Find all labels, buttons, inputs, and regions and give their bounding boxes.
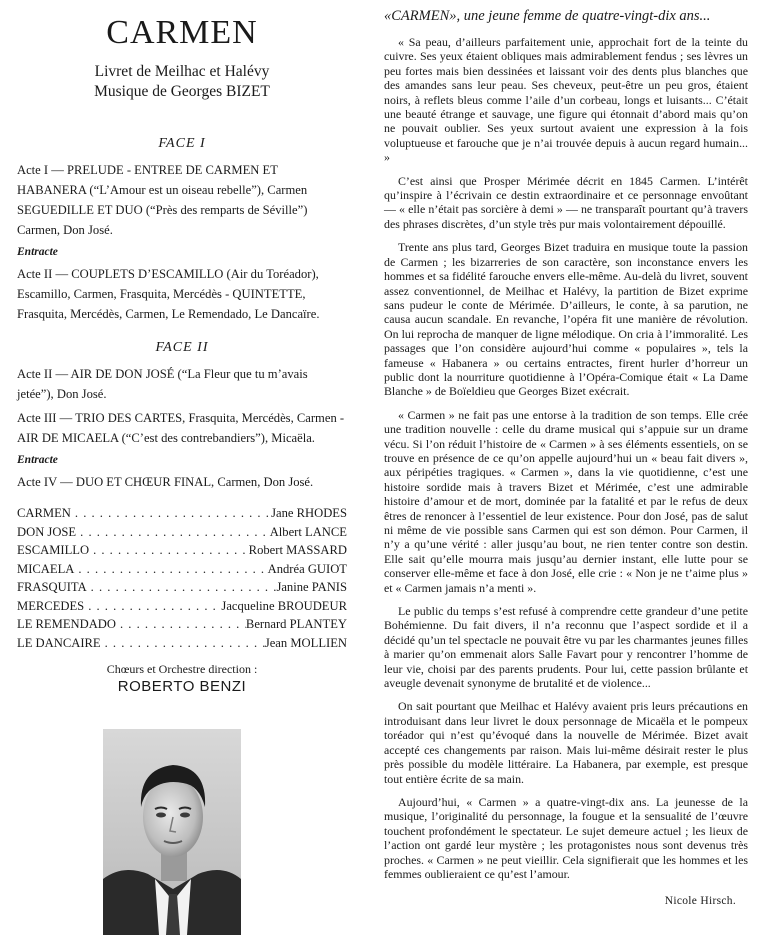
left-column [17, 6, 347, 695]
track-list-item: Acte II — COUPLETS D’ESCAMILLO (Air du Toréador), Escamillo, Carmen, Frasquita, Mercédès - QUINTETTE, Frasquita, Mercédès, Carmen, Le Remendado, Le Dancaïre. [17, 267, 320, 321]
article-paragraph: Aujourd’hui, « Carmen » a quatre-vingt-dix ans. La jeunesse de la musique, l’originalité du personnage, la fougue et la sensualité de l’œuvre touchent profondément le spectateur. Le sujet demeure actuel ; les lieux de l’action ont gardé leur mystère ; les protagonistes nous sont devenus très proches. « Carmen » ne peut vieillir. Cela signifierait que les hommes et les femmes oublieraient ce qu’est l’amour. [384, 794, 748, 881]
cast-actor: Jane RHODES [271, 506, 347, 520]
cast-role: LE REMENDADO [17, 617, 116, 631]
cast-row [17, 615, 347, 634]
orchestra-credit: Chœurs et Orchestre direction : [106, 662, 258, 676]
entracte-label: Entracte [17, 454, 58, 466]
cast-row [17, 597, 347, 616]
cast-row [17, 560, 347, 579]
leader-dots [87, 578, 277, 597]
leader-dots [89, 541, 249, 560]
cast-role: FRASQUITA [17, 580, 87, 594]
cast-role: LE DANCAIRE [17, 635, 101, 650]
entracte-label: Entracte [17, 246, 58, 258]
librettists-line: Livret de Meilhac et Halévy [94, 63, 270, 80]
leader-dots [116, 615, 246, 634]
cast-role: ESCAMILLO [17, 543, 90, 557]
author-signature: Nicole Hirsch. [664, 895, 736, 908]
track-list-item: Acte III — TRIO DES CARTES, Frasquita, Mercédès, Carmen - AIR DE MICAELA (“C’est des contrebandiers”), Micaëla. [17, 411, 345, 445]
cast-actor: Janine PANIS [276, 580, 347, 594]
page-title: CARMEN [106, 14, 258, 51]
cast-actor: Robert MASSARD [248, 543, 347, 557]
face-2-heading: FACE II [155, 340, 209, 355]
track-list-item: Acte II — AIR DE DON JOSÉ (“La Fleur que tu m’avais jetée”), Don José. [17, 367, 308, 401]
cast-actor: Bernard PLANTEY [245, 617, 347, 631]
track-list-item: Acte I — PRELUDE - ENTREE DE CARMEN ET HABANERA (“L’Amour est un oiseau rebelle”), Carmen SEGUEDILLE ET DUO (“Près des remparts de Séville”) Carmen, Don José. [17, 163, 308, 237]
conductor-photo [103, 729, 241, 935]
cast-row [17, 578, 347, 597]
cast-role: MERCEDES [17, 598, 85, 613]
article-heading: «CARMEN», une jeune femme de quatre-vingt-dix ans... [384, 8, 711, 24]
leader-dots [74, 560, 267, 579]
right-column [384, 8, 748, 907]
cast-actor: Jacqueline BROUDEUR [221, 598, 347, 613]
leader-dots [76, 523, 270, 542]
cast-role: DON JOSE [17, 524, 77, 539]
cast-row [17, 504, 347, 523]
cast-row [17, 541, 347, 560]
cast-role: CARMEN [17, 506, 71, 520]
conductor-name: ROBERTO BENZI [117, 678, 247, 695]
cast-role: MICAELA [17, 561, 75, 576]
cast-actor: Andréa GUIOT [267, 561, 347, 576]
article-paragraph: « Sa peau, d’ailleurs parfaitement unie, approchait fort de la teinte du cuivre. Ses yeux étaient obliques mais admirablement fendus ; ses lèvres un peu fortes mais bien dessinées et laissant voir des dents plus blanches que des amandes sans leur peau. Ses cheveux, peut-être un peu gros, étaient noirs, à reflets bleus comme l’aile d’un corbeau, longs et luisants... C’était une beauté étrange et sauvage, une figure qui étonnait d’abord mais qu’on ne pouvait oublier. Ses yeux surtout avaient une expression à la fois voluptueuse et farouche que je n’ai trouvée depuis à aucun regard humain... » [384, 35, 748, 165]
article-paragraph: C’est ainsi que Prosper Mérimée décrit en 1845 Carmen. L’intérêt qu’inspire à l’écrivain ce destin extraordinaire et ce personnage envoûtant — « elle n’était pas sorcière à demi » — ne transparaît pourtant qu’à travers des phrases discrètes, d’un style très pur mais volontairement dépouillé. [384, 173, 748, 231]
cast-row [17, 523, 347, 542]
leader-dots [84, 597, 221, 616]
article-paragraph: Le public du temps s’est refusé à comprendre cette grandeur d’une petite Bohémienne. Du fait divers, il n’a reconnu que l’aspect sordide et il a décidé qu’un tel spectacle ne pouvait être vu par les charmantes jeunes filles à marier qu’on emmenait alors Salle Favart pour y rencontrer l’homme de leur vie, choisi par des parents prudents. Pour lui, cette passion brûlante et aveugle devenait synonyme de brutalité et de violence... [384, 604, 748, 691]
track-list-item: Acte IV — DUO ET CHŒUR FINAL, Carmen, Don José. [17, 475, 314, 489]
composer-line: Musique de Georges BIZET [94, 83, 270, 100]
leader-dots [71, 504, 271, 523]
face-1-heading: FACE I [158, 136, 206, 151]
leader-dots [101, 634, 265, 653]
cast-actor: Jean MOLLIEN [264, 635, 347, 650]
cast-list [17, 504, 347, 652]
article-paragraph: Trente ans plus tard, Georges Bizet traduira en musique toute la passion de Carmen ; les bizarreries de son caractère, son inconstance envers les hommes et sa fidélité farouche envers elle-même. Au-delà du livret, souvent assez conventionnel, de Meilhac et Halévy, la partition de Bizet exprime sans pudeur le conte de Mérimée. D’ailleurs, le conte, à sa parution, ne causa aucun scandale. En revanche, l’opéra fit une manière de révolution. On lui reprocha de manquer de ligne mélodique. On cria à l’immoralité. Les passages que l’on considère aujourd’hui comme « populaires », tels la fameuse « Habanera » ou certains entractes, firent hurler d’horreur un public dont la nourriture quotidienne à l’Opéra-Comique était « La Dame Blanche » de Boïeldieu que Georges Bizet exécrait. [384, 240, 748, 399]
cast-row [17, 634, 347, 653]
article-paragraph: On sait pourtant que Meilhac et Halévy avaient pris leurs précautions en introduisant dans leur livret le doux personnage de Micaëla et le pompeux toréador qui n’est qu’évoqué dans la nouvelle de Mérimée. Bizet avait accepté ces changements par raison. Mais lui-même désirait rester le plus près possible du modèle littéraire. La Habanera, par exemple, est presque tout entière écrite de sa main. [384, 699, 748, 786]
article-paragraph: « Carmen » ne fait pas une entorse à la tradition de son temps. Elle crée une tradition nouvelle : celle du drame musical qui s’appuie sur un drame vécu. Si l’on réduit l’histoire de « Carmen » à ses éléments essentiels, on se trouve en présence de ce qu’on appelle aujourd’hui un « beau fait divers », aux péripéties tragiques. « Carmen », dans la vie quotidienne, c’est une histoire sordide mais à travers Bizet et Mérimée, c’est une admirable histoire d’amour et de mort, dominée par la fatalité et par le refus de deux êtres de renoncer à l’essentiel de leur existence. Pour don José, pas de salut ni même de vie possible sans Carmen qui est son démon. Pour Carmen, il n’y a qu’une vérité : aller jusqu’au bout, ne rien tenter contre son destin. Elle sait qu’elle mourra mais jusqu’au dernier instant, elle lutte pour se conserver elle-même et face à don José, elle crie : « Non je ne t’aime plus » et « Carmen jamais n’a menti ». [384, 407, 748, 595]
cast-actor: Albert LANCE [269, 524, 347, 539]
